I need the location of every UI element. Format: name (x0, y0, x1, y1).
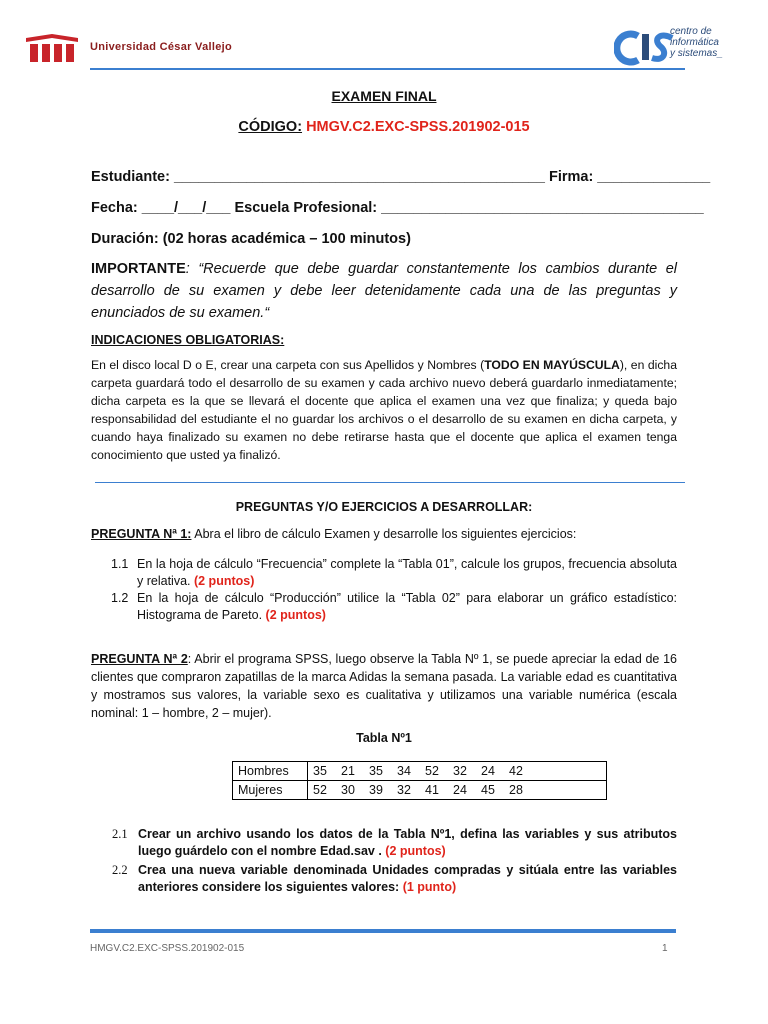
indications-p1: En el disco local D o E, crear una carpeta con sus Apellidos y Nombres ( (91, 358, 485, 372)
item-points: (2 puntos) (193, 574, 255, 588)
item-text (138, 862, 677, 896)
firma-label: Firma: ______________ (548, 169, 711, 185)
table-value: 35 (313, 764, 327, 778)
item-body: En la hoja de cálculo “Producción” utilice la “Tabla 02” para elaborar un gráfico estadístico: Histograma de Pareto. (137, 591, 677, 622)
code-label: CÓDIGO: (238, 119, 303, 135)
footer-rule (90, 929, 676, 933)
table-cell-values (308, 781, 607, 800)
item-number: 2.1 (112, 827, 128, 841)
q1-text: Abra el libro de cálculo Examen y desarrolle los siguientes ejercicios: (191, 527, 577, 541)
exam-code (0, 119, 768, 135)
item-points: (2 puntos) (385, 844, 446, 858)
header-rule (90, 68, 685, 70)
exam-title: EXAMEN FINAL (331, 88, 437, 104)
table-value: 45 (481, 783, 495, 797)
indications-text (91, 356, 677, 464)
student-label: Estudiante: ______________________________________________ (91, 169, 545, 185)
q2-text: : Abrir el programa SPSS, luego observe la Tabla Nº 1, se puede apreciar la edad de 16 clientes que compraron zapatillas de la marca Adidas la semana pasada. La variable edad es cuantitativa y mostramos sus valores, la variable sexo es cualitativa y utilizamos una variable numérica (escala nominal: 1 – hombre, 2 – mujer). (91, 652, 677, 720)
table-value: 24 (453, 783, 467, 797)
table-value: 21 (341, 764, 355, 778)
indications-bold: TODO EN MAYÚSCULA (484, 358, 620, 372)
table-caption: Tabla Nº1 (356, 731, 412, 745)
table-value: 30 (341, 783, 355, 797)
q2-item (91, 826, 677, 860)
table-value: 52 (425, 764, 439, 778)
table-cell-label: Mujeres (233, 781, 308, 800)
table-value: 24 (481, 764, 495, 778)
table-value: 42 (509, 764, 523, 778)
q2-label: PREGUNTA Nª 2 (91, 652, 188, 666)
table-value: 34 (397, 764, 411, 778)
table-value: 28 (509, 783, 523, 797)
student-field (91, 169, 710, 185)
item-number: 1.2 (111, 591, 129, 605)
item-body: Crear un archivo usando los datos de la Tabla Nº1, defina las variables y sus atributos luego guárdelo con el nombre Edad.sav . (138, 827, 677, 858)
table-value: 41 (425, 783, 439, 797)
ucv-logo (22, 32, 82, 64)
item-text (138, 826, 677, 860)
university-name: Universidad César Vallejo (90, 41, 233, 53)
cis-line: y sistemas_ (670, 48, 723, 59)
questions-heading: PREGUNTAS Y/O EJERCICIOS A DESARROLLAR: (235, 500, 533, 514)
table-value: 52 (313, 783, 327, 797)
question-1 (91, 527, 677, 541)
item-body: En la hoja de cálculo “Frecuencia” complete la “Tabla 01”, calcule los grupos, frecuencia absoluta y relativa. (137, 557, 677, 588)
cis-logo (614, 28, 674, 66)
item-number: 1.1 (111, 557, 129, 571)
cis-text (670, 26, 723, 59)
item-points: (1 punto) (402, 880, 457, 894)
indications-heading: INDICACIONES OBLIGATORIAS: (91, 333, 285, 347)
table-row (233, 762, 607, 781)
indications-p2: ), en dicha carpeta guardará todo el desarrollo de su examen y cada archivo nuevo deberá guardarlo inmediatamente; dicha carpeta es la que se llevará el docente que aplica el examen una vez que finaliza; y queda bajo responsabilidad del estudiante el no guardar los archivos o el desarrollo de su examen en dicha carpeta, y cuando haya finalizado su examen no debe retirarse hasta que el docente que aplica el examen tenga conocimiento que usted ya finalizó. (91, 358, 677, 462)
item-number: 2.2 (112, 863, 128, 877)
page-number: 1 (662, 943, 668, 954)
item-points: (2 puntos) (265, 608, 326, 622)
cis-line: informática (670, 37, 719, 48)
item-body: Crea una nueva variable denominada Unidades compradas y sitúala entre las variables anteriores considere los siguientes valores: (138, 863, 677, 894)
duration: Duración: (02 horas académica – 100 minutos) (91, 231, 411, 247)
cis-line: centro de (670, 26, 712, 37)
table-value: 39 (369, 783, 383, 797)
footer-code: HMGV.C2.EXC-SPSS.201902-015 (90, 943, 245, 954)
item-text (137, 590, 677, 624)
q2-item (91, 862, 677, 896)
separator (95, 482, 685, 483)
table-cell-values (308, 762, 607, 781)
table-value: 32 (397, 783, 411, 797)
table-cell-label: Hombres (233, 762, 308, 781)
fecha-field: Fecha: ____/___/___ Escuela Profesional: ________________________________________ (91, 200, 704, 216)
item-text (137, 556, 677, 590)
question-2 (91, 650, 677, 722)
table-row (233, 781, 607, 800)
data-table (232, 761, 607, 800)
table-value: 35 (369, 764, 383, 778)
table-value: 32 (453, 764, 467, 778)
q1-label: PREGUNTA Nª 1: (91, 527, 192, 541)
code-value: HMGV.C2.EXC-SPSS.201902-015 (306, 119, 530, 135)
important-label: IMPORTANTE (91, 261, 186, 277)
q1-item (91, 556, 677, 590)
important-note (91, 258, 677, 324)
important-text: : “Recuerde que debe guardar constantemente los cambios durante el desarrollo de su examen y debe leer detenidamente cada una de las preguntas y enunciados de su examen.“ (91, 261, 677, 321)
q1-item (91, 590, 677, 624)
